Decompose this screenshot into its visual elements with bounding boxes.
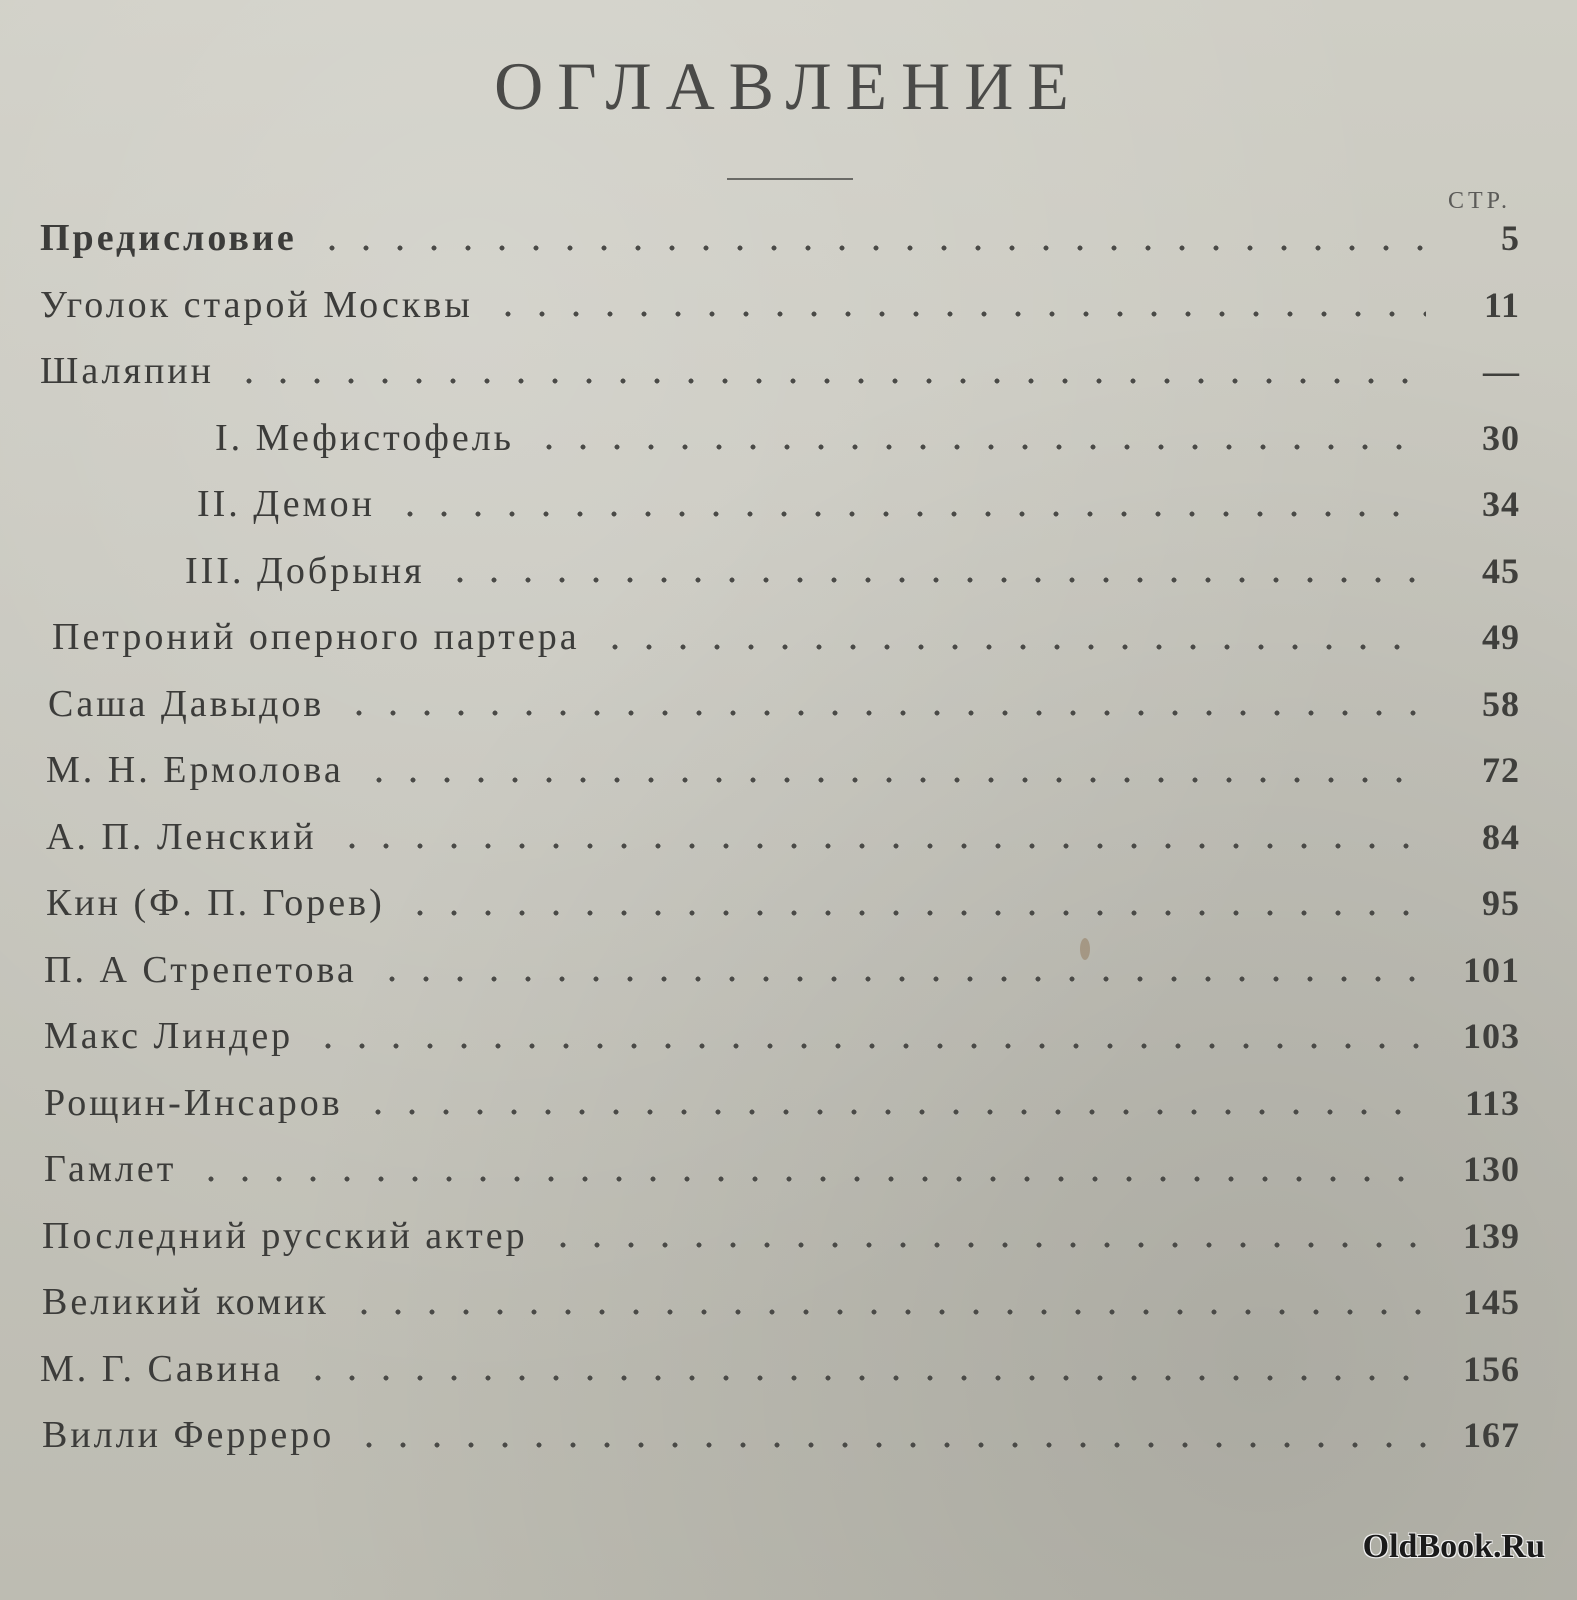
- toc-entry-page: 103: [1463, 1016, 1520, 1057]
- toc-entry: [40, 1203, 1520, 1270]
- dot-leader: [342, 707, 1426, 719]
- toc-entry-title: I. Мефистофель: [215, 416, 514, 459]
- toc-entry: [40, 1003, 1520, 1070]
- toc-entry-title: Рощин-Инсаров: [44, 1081, 343, 1124]
- toc-entry: [40, 1336, 1520, 1403]
- toc-entry-title: Гамлет: [44, 1148, 177, 1191]
- toc-entry-title: Вилли Ферреро: [42, 1414, 335, 1457]
- toc-entry-page: 49: [1482, 617, 1520, 658]
- toc-entry-page: 72: [1482, 750, 1520, 791]
- toc-entry: [40, 205, 1520, 272]
- toc-entry-title: Предисловие: [40, 217, 297, 260]
- dot-leader: [362, 774, 1426, 786]
- title-divider: [727, 178, 853, 180]
- toc-entry: [40, 604, 1520, 671]
- toc-entry-title: Шаляпин: [40, 350, 214, 393]
- watermark: OldBook.Ru: [1362, 1528, 1545, 1565]
- toc-entry-page: 167: [1463, 1415, 1520, 1456]
- toc-entry-title: М. Г. Савина: [40, 1347, 284, 1390]
- toc-entry: [40, 538, 1520, 605]
- toc-entry: [40, 870, 1520, 937]
- toc-entry-page: 58: [1482, 683, 1520, 724]
- toc-entry-title: Петроний оперного партера: [52, 616, 580, 659]
- toc-entry-page: —: [1483, 351, 1520, 392]
- dot-leader: [347, 1306, 1426, 1318]
- dot-leader: [532, 441, 1426, 453]
- toc-entry-page: 5: [1501, 218, 1520, 259]
- toc-entry-title: Макс Линдер: [44, 1015, 294, 1058]
- dot-leader: [393, 508, 1426, 520]
- toc-entry: [40, 1269, 1520, 1336]
- table-of-contents: [40, 205, 1520, 1469]
- dot-leader: [352, 1439, 1426, 1451]
- toc-entry-title: П. А Стрепетова: [44, 948, 357, 991]
- toc-entry-page: 139: [1463, 1215, 1520, 1256]
- paper-stain: [1080, 938, 1090, 960]
- toc-entry-page: 45: [1482, 550, 1520, 591]
- dot-leader: [443, 574, 1426, 586]
- toc-entry-page: 34: [1482, 484, 1520, 525]
- toc-entry: [40, 804, 1520, 871]
- toc-entry: [40, 671, 1520, 738]
- toc-entry-page: 130: [1463, 1149, 1520, 1190]
- toc-entry-title: А. П. Ленский: [46, 815, 317, 858]
- dot-leader: [403, 907, 1426, 919]
- toc-entry-page: 113: [1464, 1082, 1520, 1123]
- dot-leader: [301, 1372, 1426, 1384]
- toc-entry-title: Саша Давыдов: [48, 682, 325, 725]
- toc-entry: [40, 1070, 1520, 1137]
- dot-leader: [232, 375, 1426, 387]
- dot-leader: [491, 308, 1426, 320]
- toc-entry: [40, 937, 1520, 1004]
- toc-entry-page: 101: [1463, 949, 1520, 990]
- dot-leader: [375, 973, 1426, 985]
- dot-leader: [546, 1239, 1426, 1251]
- toc-entry-page: 95: [1482, 883, 1520, 924]
- toc-entry: [40, 1136, 1520, 1203]
- toc-entry-page: 30: [1482, 417, 1520, 458]
- toc-entry: [40, 272, 1520, 339]
- toc-entry-page: 11: [1483, 284, 1520, 325]
- dot-leader: [598, 641, 1426, 653]
- toc-entry: [40, 338, 1520, 405]
- toc-entry-title: Последний русский актер: [42, 1214, 528, 1257]
- toc-entry: [40, 737, 1520, 804]
- toc-entry: [40, 1402, 1520, 1469]
- toc-entry-title: Уголок старой Москвы: [40, 283, 473, 326]
- dot-leader: [361, 1106, 1426, 1118]
- toc-entry-title: Кин (Ф. П. Горев): [46, 882, 385, 925]
- page-title: ОГЛАВЛЕНИЕ: [494, 48, 1083, 124]
- toc-entry-title: III. Добрыня: [185, 549, 425, 592]
- toc-entry-page: 156: [1463, 1348, 1520, 1389]
- toc-entry-page: 84: [1482, 816, 1520, 857]
- dot-leader: [335, 840, 1426, 852]
- toc-entry-title: Великий комик: [42, 1281, 329, 1324]
- page-column-label: СТР.: [1447, 188, 1511, 214]
- dot-leader: [311, 1040, 1426, 1052]
- toc-entry-title: II. Демон: [197, 483, 375, 526]
- toc-entry-title: М. Н. Ермолова: [46, 749, 344, 792]
- toc-entry: [40, 471, 1520, 538]
- toc-entry: [40, 405, 1520, 472]
- toc-entry-page: 145: [1463, 1282, 1520, 1323]
- dot-leader: [315, 242, 1426, 254]
- dot-leader: [194, 1173, 1426, 1185]
